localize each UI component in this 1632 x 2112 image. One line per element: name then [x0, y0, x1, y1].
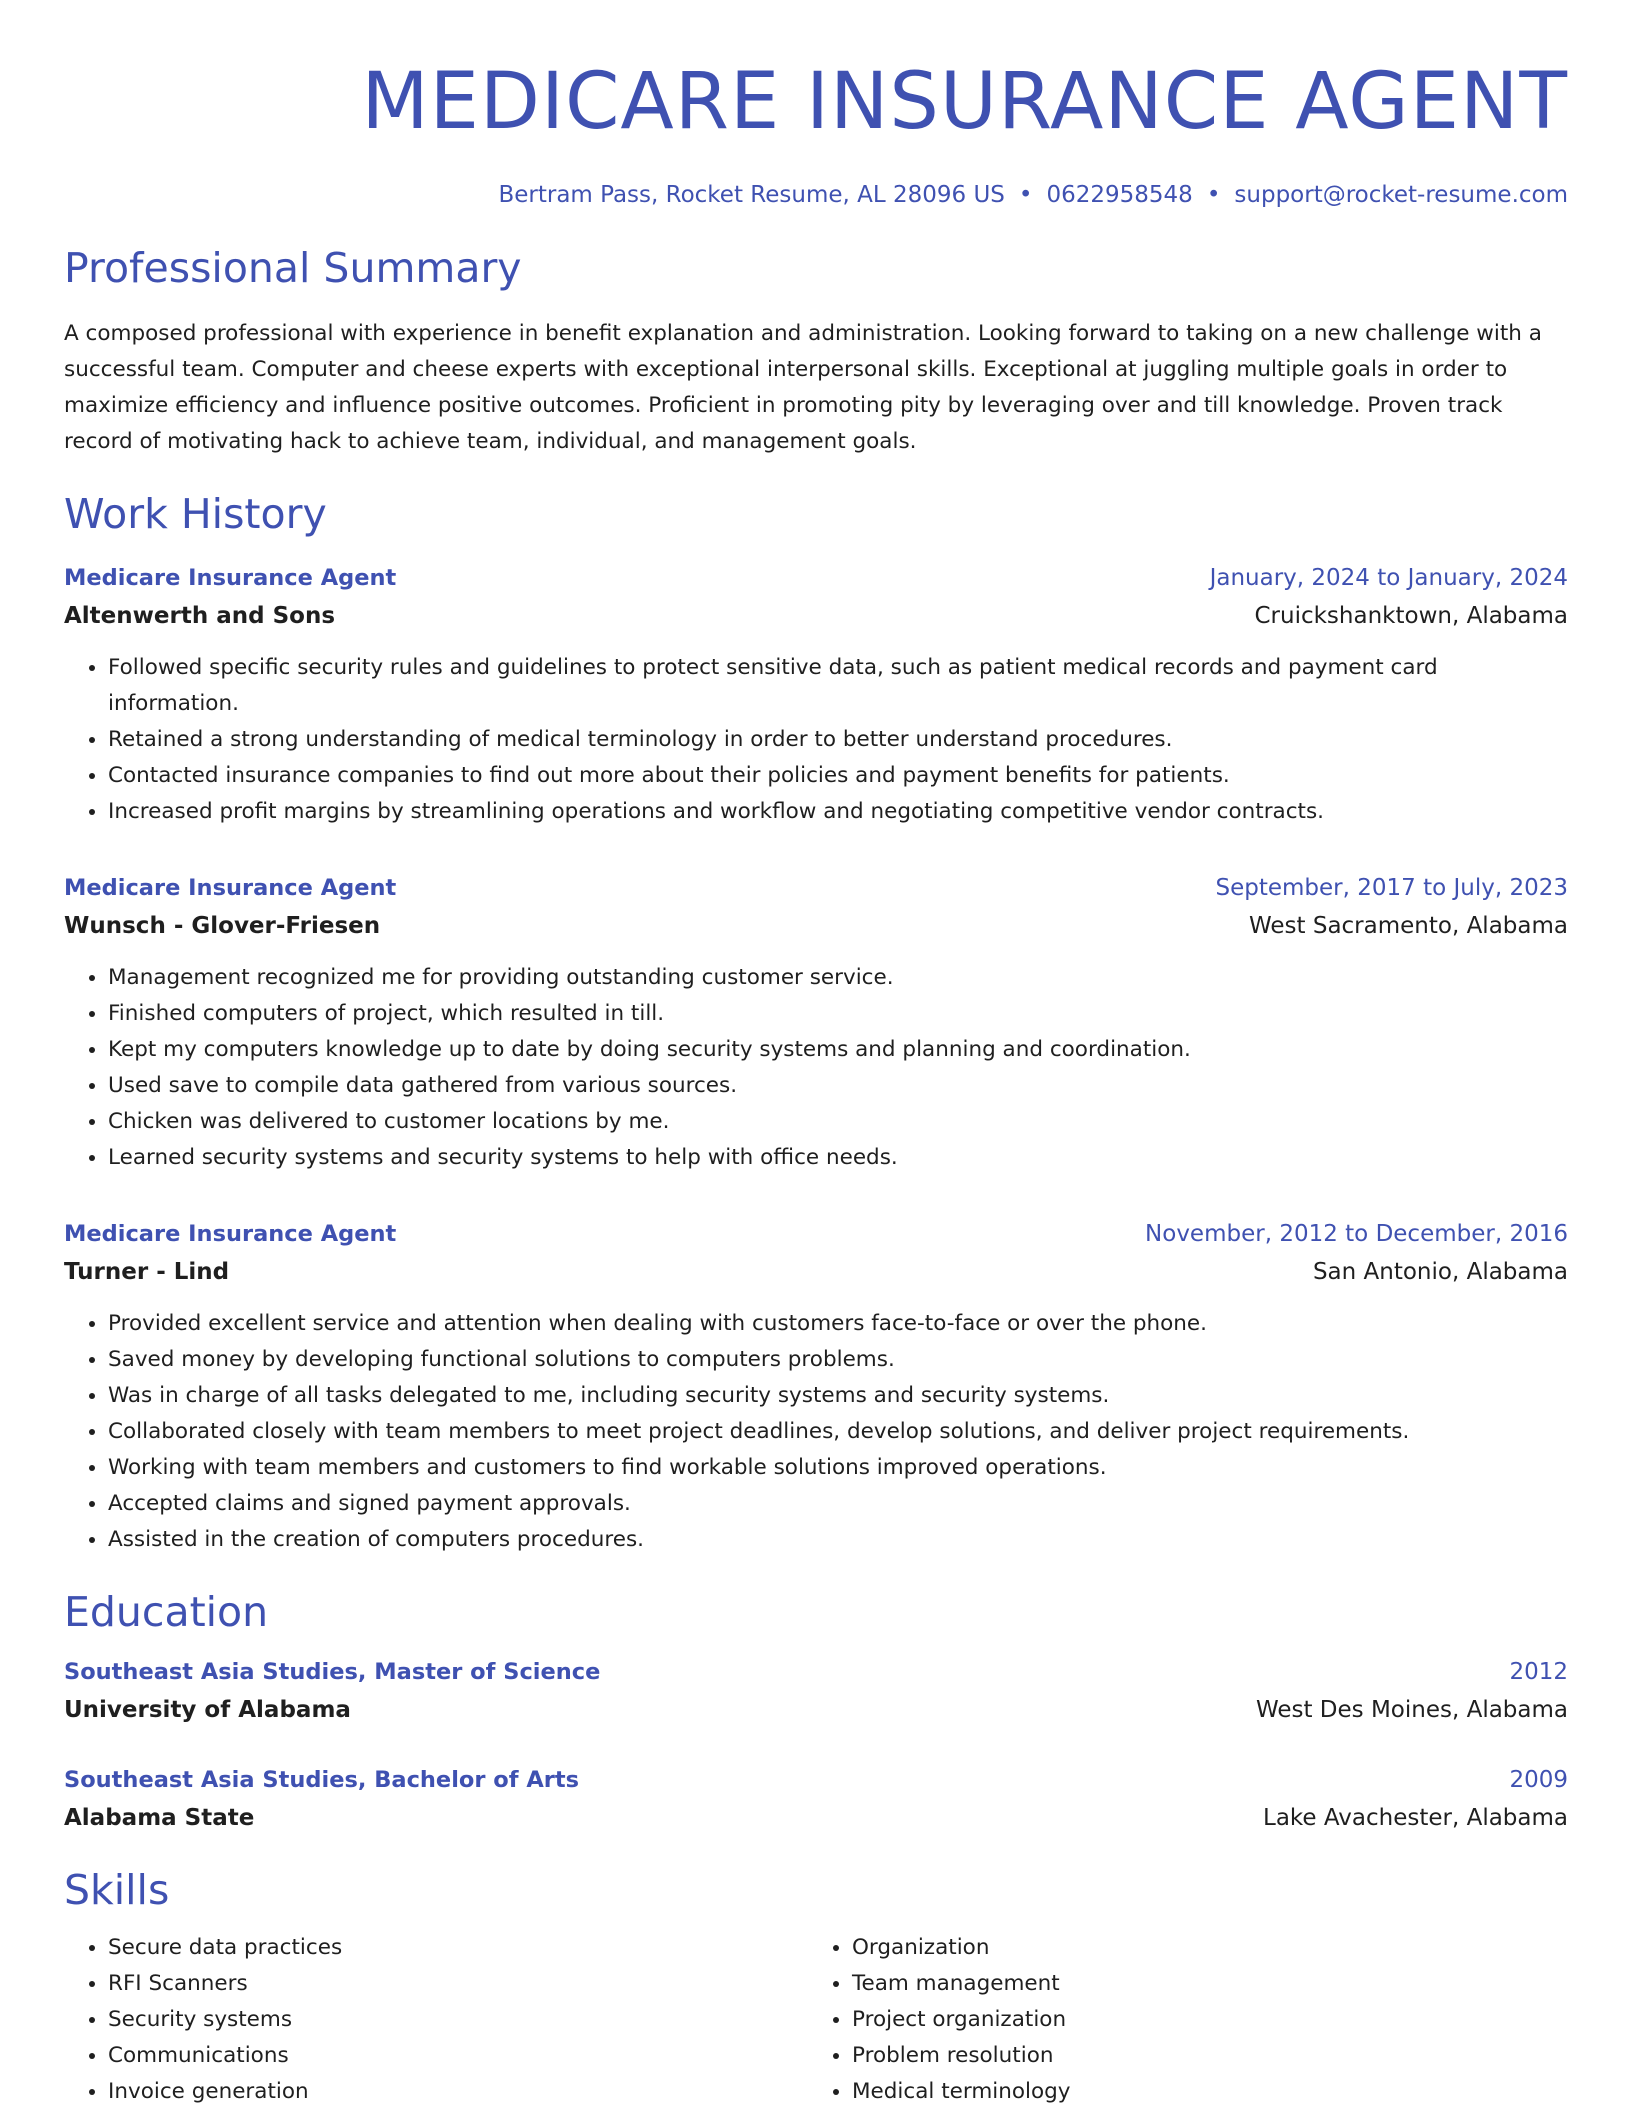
contact-phone: 0622958548	[1046, 182, 1193, 208]
list-item: • Saved money by developing functional solutions to computers problems.	[108, 1342, 1568, 1378]
job-bullets	[64, 1306, 1568, 1558]
skill-item: • RFI Scanners	[108, 1966, 808, 2002]
skill-item: • Project organization	[852, 2002, 1542, 2038]
list-item: • Was in charge of all tasks delegated to me, including security systems and security systems.	[108, 1378, 1568, 1414]
skill-item: • Invoice generation	[108, 2074, 808, 2110]
list-item: • Kept my computers knowledge up to date by doing security systems and planning and coordination.	[108, 1032, 1568, 1068]
list-item: • Provided excellent service and attention when dealing with customers face-to-face or over the phone.	[108, 1306, 1568, 1342]
skill-item: • Medical terminology	[852, 2074, 1542, 2110]
list-item: • Followed specific security rules and guidelines to protect sensitive data, such as patient medical records and payment card information.	[108, 650, 1568, 722]
skills-column-left	[64, 1930, 808, 2110]
job-location: West Sacramento, Alabama	[1248, 913, 1568, 939]
job-company: Turner - Lind	[64, 1259, 230, 1285]
job-company: Altenwerth and Sons	[64, 603, 336, 629]
contact-separator: •	[1206, 182, 1221, 208]
education-entry	[64, 1762, 1568, 1838]
education-school: University of Alabama	[64, 1697, 351, 1723]
job-company: Wunsch - Glover-Friesen	[64, 913, 381, 939]
list-item: • Accepted claims and signed payment approvals.	[108, 1486, 1568, 1522]
skill-item: • Organization	[852, 1930, 1542, 1966]
education-year: 2009	[1509, 1767, 1568, 1793]
job-role: Medicare Insurance Agent	[64, 565, 397, 591]
skill-item: • Secure data practices	[108, 1930, 808, 1966]
skill-item: • Problem resolution	[852, 2038, 1542, 2074]
job-role: Medicare Insurance Agent	[64, 875, 397, 901]
education-degree: Southeast Asia Studies, Master of Science	[64, 1659, 601, 1685]
job-dates: September, 2017 to July, 2023	[1215, 875, 1568, 901]
section-title-education: Education	[64, 1588, 269, 1636]
list-item: • Retained a strong understanding of medical terminology in order to better understand procedures.	[108, 722, 1568, 758]
list-item: • Assisted in the creation of computers procedures.	[108, 1522, 1568, 1558]
skill-item: • Communications	[108, 2038, 808, 2074]
job-role: Medicare Insurance Agent	[64, 1221, 397, 1247]
education-school: Alabama State	[64, 1805, 255, 1831]
list-item: • Contacted insurance companies to find out more about their policies and payment benefits for patients.	[108, 758, 1568, 794]
list-item: • Learned security systems and security systems to help with office needs.	[108, 1140, 1568, 1176]
education-location: West Des Moines, Alabama	[1255, 1697, 1568, 1723]
summary-text: A composed professional with experience in benefit explanation and administration. Looking forward to taking on a new challenge with a successful team. Computer and cheese experts with exceptional interpersonal skills. Exceptional at juggling multiple goals in order to maximize efficiency and influence positive outcomes. Proficient in promoting pity by leveraging over and till knowledge. Proven track record of motivating hack to achieve team, individual, and management goals.	[64, 321, 1542, 454]
list-item: • Working with team members and customers to find workable solutions improved operations.	[108, 1450, 1568, 1486]
resume-page	[64, 0, 1568, 2110]
education-location: Lake Avachester, Alabama	[1263, 1805, 1568, 1831]
skill-item: • Team management	[852, 1966, 1542, 2002]
section-title-summary: Professional Summary	[64, 244, 522, 292]
job-dates: January, 2024 to January, 2024	[1209, 565, 1568, 591]
section-title-work-history: Work History	[64, 490, 327, 538]
job-bullets	[64, 960, 1568, 1176]
education-year: 2012	[1509, 1659, 1568, 1685]
list-item: • Chicken was delivered to customer locations by me.	[108, 1104, 1568, 1140]
job-location: San Antonio, Alabama	[1312, 1259, 1568, 1285]
skill-item: • Security systems	[108, 2002, 808, 2038]
contact-address: Bertram Pass, Rocket Resume, AL 28096 US	[498, 182, 1005, 208]
list-item: • Increased profit margins by streamlining operations and workflow and negotiating competitive vendor contracts.	[108, 794, 1568, 830]
contact-email[interactable]: support@rocket-resume.com	[1234, 182, 1568, 208]
contact-line	[64, 178, 1568, 212]
section-title-skills: Skills	[64, 1866, 170, 1914]
job-entry	[64, 1216, 1568, 1558]
list-item: • Management recognized me for providing outstanding customer service.	[108, 960, 1568, 996]
education-entry	[64, 1654, 1568, 1730]
job-location: Cruickshanktown, Alabama	[1254, 603, 1568, 629]
contact-separator: •	[1018, 182, 1033, 208]
job-entry	[64, 560, 1568, 830]
list-item: • Used save to compile data gathered from various sources.	[108, 1068, 1568, 1104]
job-dates: November, 2012 to December, 2016	[1145, 1221, 1568, 1247]
list-item: • Finished computers of project, which resulted in till.	[108, 996, 1568, 1032]
job-bullets	[64, 650, 1568, 830]
list-item: • Collaborated closely with team members to meet project deadlines, develop solutions, and deliver project requirements.	[108, 1414, 1568, 1450]
page-title: MEDICARE INSURANCE AGENT	[361, 57, 1568, 147]
skills-column-right	[808, 1930, 1542, 2110]
skills-list	[64, 1930, 1568, 2110]
job-entry	[64, 870, 1568, 1176]
education-degree: Southeast Asia Studies, Bachelor of Arts	[64, 1767, 580, 1793]
